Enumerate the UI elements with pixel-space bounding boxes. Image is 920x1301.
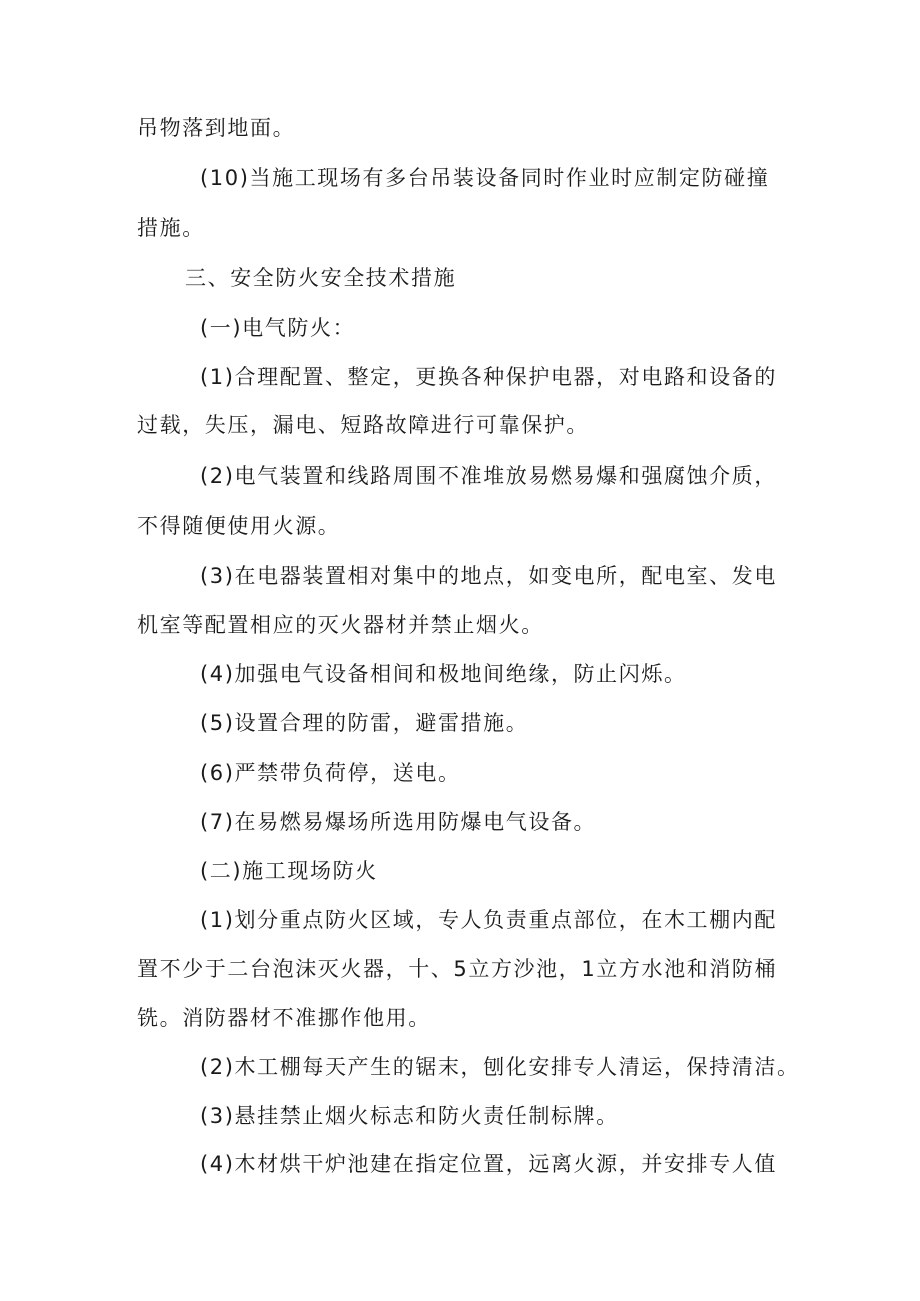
text-line-22: (4)木材烘干炉池建在指定位置，远离火源，并安排专人值 — [200, 1152, 777, 1176]
subsection-heading-2: (二)施工现场防火 — [200, 859, 378, 883]
text-line-18: 置不少于二台泡沫灭火器，十、5立方沙池，1立方水池和消防桶 — [137, 957, 778, 981]
text-line-13: (5)设置合理的防雷，避雷措施。 — [200, 711, 529, 735]
text-line-1: 吊物落到地面。 — [137, 116, 296, 140]
text-line-9: 不得随便使用火源。 — [137, 514, 341, 538]
text-line-19: 铣。消防器材不准挪作他用。 — [137, 1006, 431, 1030]
text-line-8: (2)电气装置和线路周围不准堆放易燃易爆和强腐蚀介质， — [200, 464, 777, 488]
text-line-6: (1)合理配置、整定，更换各种保护电器，对电路和设备的 — [200, 365, 777, 389]
text-line-12: (4)加强电气设备相间和极地间绝缘，防止闪烁。 — [200, 662, 687, 686]
text-line-15: (7)在易燃易爆场所选用防爆电气设备。 — [200, 810, 597, 834]
text-line-2: (10)当施工现场有多台吊装设备同时作业时应制定防碰撞 — [200, 166, 770, 190]
text-line-20: (2)木工棚每天产生的锯末，刨化安排专人清运，保持清洁。 — [200, 1055, 800, 1079]
text-line-14: (6)严禁带负荷停，送电。 — [200, 761, 461, 785]
section-heading: 三、安全防火安全技术措施 — [185, 266, 457, 290]
subsection-heading-1: (一)电气防火： — [200, 316, 356, 340]
text-line-10: (3)在电器装置相对集中的地点，如变电所，配电室、发电 — [200, 564, 777, 588]
text-line-11: 机室等配置相应的灭火器材并禁止烟火。 — [137, 613, 544, 637]
text-line-17: (1)划分重点防火区域，专人负责重点部位，在木工棚内配 — [200, 908, 777, 932]
text-line-7: 过载，失压，漏电、短路故障进行可靠保护。 — [137, 413, 589, 437]
text-line-21: (3)悬挂禁止烟火标志和防火责任制标牌。 — [200, 1104, 619, 1128]
text-line-3: 措施。 — [137, 216, 205, 240]
